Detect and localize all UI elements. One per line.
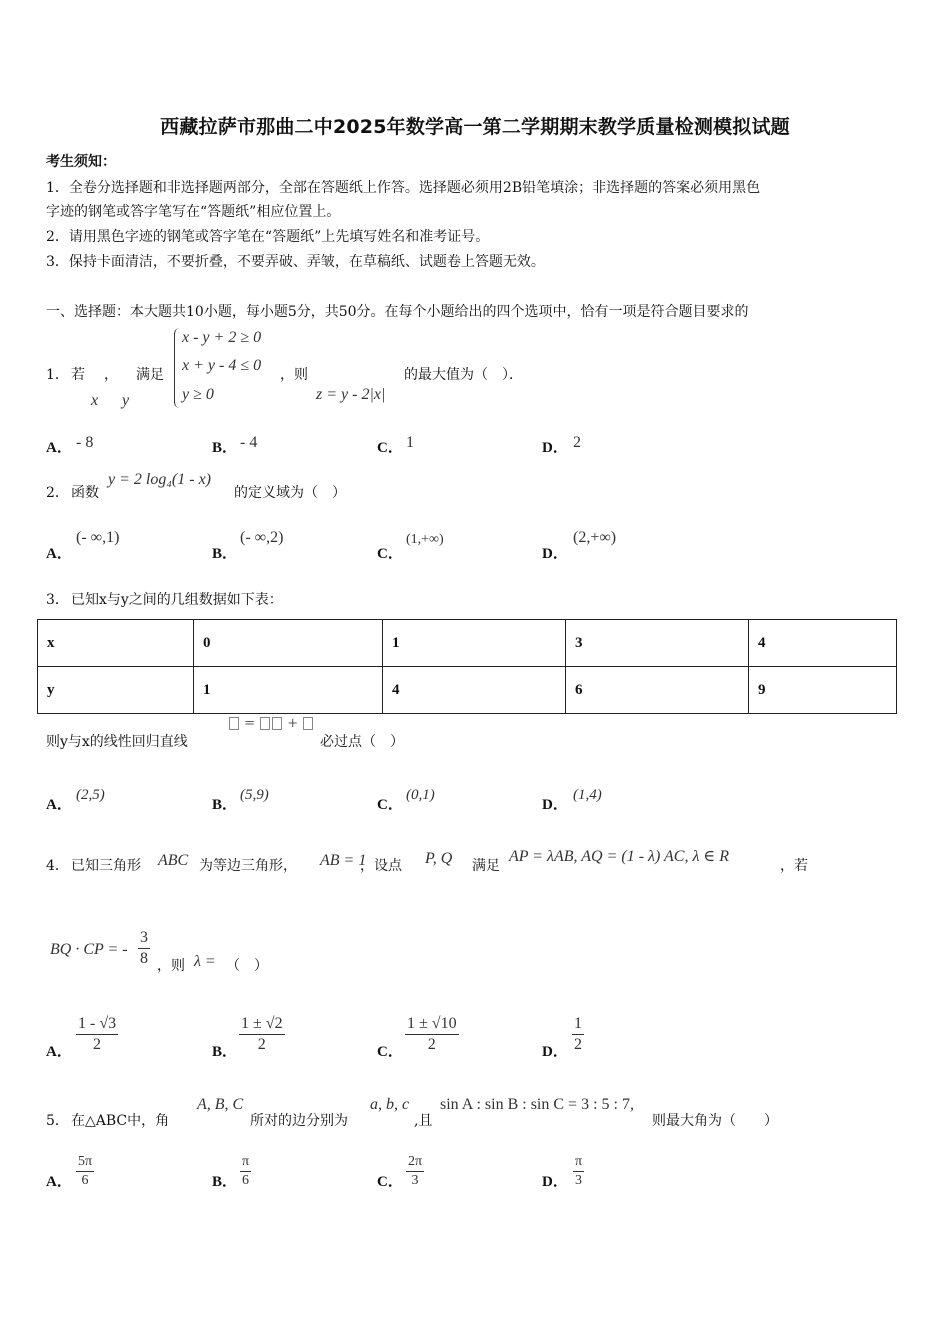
option-fraction: [572, 1015, 584, 1054]
option-value: (- ∞,2): [240, 529, 284, 546]
option-fraction: [239, 1015, 285, 1054]
q5-math: A, B, C: [197, 1096, 244, 1113]
q1-objective: z = y - 2|x|: [316, 386, 386, 403]
option-label: C．: [377, 440, 403, 456]
option-label: B．: [212, 797, 238, 813]
q5-text: ,且: [414, 1113, 433, 1129]
q5-ratio: sin A : sin B : sin C = 3 : 5 : 7,: [440, 1096, 634, 1113]
table-cell: 0: [194, 620, 383, 667]
fraction-denominator: 6: [81, 1173, 89, 1188]
q1-text: 若: [71, 367, 85, 383]
q4-text: ，若: [780, 858, 808, 874]
option-fraction: [573, 1154, 584, 1189]
table-row: [38, 667, 897, 714]
q1-var-y: y: [122, 392, 130, 409]
q2-function: y = 2 log₄(1 - x): [108, 471, 211, 488]
option-label: A．: [46, 1174, 72, 1190]
option-label: D．: [542, 440, 568, 456]
option-fraction: [76, 1154, 94, 1189]
table-cell: 6: [566, 667, 749, 714]
fraction-denominator: 2: [427, 1036, 436, 1053]
q1-var-x: x: [91, 392, 99, 409]
option-label: B．: [212, 1174, 238, 1190]
q5-text: 在△ABC中，角: [71, 1113, 170, 1129]
option-value: 2: [573, 434, 581, 451]
data-table: [37, 619, 897, 714]
page-title: 西藏拉萨市那曲二中2025年数学高一第二学期期末教学质量检测模拟试题: [160, 116, 790, 138]
option-label: A．: [46, 440, 72, 456]
q1-text: 满足: [136, 367, 164, 383]
option-label: C．: [377, 1174, 403, 1190]
option-label: D．: [542, 797, 568, 813]
option-value: (1,+∞): [406, 532, 444, 547]
option-fraction: [405, 1015, 459, 1054]
option-label: D．: [542, 1174, 568, 1190]
option-label: A．: [46, 797, 72, 813]
fraction-numerator: 1 ± √2: [239, 1015, 285, 1035]
q1-text: ，: [104, 367, 118, 383]
q4-dot-product: BQ · CP = -: [50, 941, 128, 958]
fraction-denominator: 3: [411, 1173, 419, 1188]
q1-text: ，则: [280, 367, 308, 383]
fraction-denominator: 2: [574, 1036, 582, 1053]
question-number: 4．: [46, 858, 69, 874]
q1-constraint: x - y + 2 ≥ 0: [182, 329, 262, 346]
option-label: A．: [46, 546, 72, 562]
q4-text: ，则: [157, 958, 185, 974]
q1-constraint: x + y - 4 ≤ 0: [182, 357, 262, 374]
table-cell: 4: [749, 620, 897, 667]
option-fraction: [406, 1154, 424, 1189]
option-value: (1,4): [573, 787, 602, 803]
option-value: 1: [406, 434, 414, 451]
fraction-denominator: 8: [140, 950, 148, 967]
q4-text: （ ）: [226, 958, 268, 974]
option-fraction: [240, 1154, 251, 1189]
option-value: (0,1): [406, 787, 435, 803]
fraction-numerator: 2π: [406, 1154, 424, 1172]
table-cell: y: [38, 667, 194, 714]
fraction-numerator: π: [240, 1154, 251, 1172]
option-label: A．: [46, 1044, 72, 1060]
table-cell: 1: [383, 620, 566, 667]
q5-text: 则最大角为（ ）: [652, 1113, 778, 1129]
q4-text: ，设点: [360, 858, 402, 874]
question-number: 1．: [46, 367, 69, 383]
question-number: 5．: [46, 1113, 69, 1129]
q4-text: 满足: [472, 858, 500, 874]
table-cell: x: [38, 620, 194, 667]
option-label: B．: [212, 546, 238, 562]
q4-text: 为等边三角形，: [199, 858, 297, 874]
table-row: [38, 620, 897, 667]
fraction-numerator: π: [573, 1154, 584, 1172]
section-heading: 一、选择题：本大题共10小题，每小题5分，共50分。在每个小题给出的四个选项中，恰有一项是符合题目要求的: [46, 304, 749, 320]
option-label: C．: [377, 797, 403, 813]
q3-text: 必过点（ ）: [320, 734, 404, 750]
option-value: - 8: [76, 434, 94, 451]
option-value: - 4: [240, 434, 258, 451]
fraction-denominator: 2: [257, 1036, 266, 1053]
q4-math: ABC: [158, 852, 189, 869]
table-cell: 4: [383, 667, 566, 714]
fraction-numerator: 1 - √3: [76, 1015, 118, 1035]
notice-item-2: 2．请用黑色字迹的钢笔或答字笔在“答题纸”上先填写姓名和准考证号。: [46, 229, 490, 245]
q1-text: 的最大值为（ ）．: [404, 367, 523, 383]
fraction-denominator: 6: [242, 1173, 250, 1188]
q4-math: AB = 1: [320, 852, 367, 869]
option-label: D．: [542, 546, 568, 562]
q4-fraction: [138, 929, 150, 968]
option-label: C．: [377, 546, 403, 562]
q4-math: P, Q: [425, 850, 453, 867]
fraction-denominator: 3: [575, 1173, 583, 1188]
option-fraction: [76, 1015, 118, 1054]
option-label: B．: [212, 440, 238, 456]
fraction-numerator: 1 ± √10: [405, 1015, 459, 1035]
fraction-numerator: 1: [572, 1015, 584, 1035]
q5-math: a, b, c: [370, 1096, 410, 1113]
q4-condition: AP = λAB, AQ = (1 - λ) AC, λ ∈ R: [509, 848, 729, 865]
table-cell: 1: [194, 667, 383, 714]
table-cell: 9: [749, 667, 897, 714]
q2-text: 的定义域为（ ）: [234, 485, 346, 501]
q4-text: 已知三角形: [71, 858, 141, 874]
q4-math: λ =: [194, 953, 216, 970]
question-number: 3．: [46, 592, 69, 608]
notice-heading: 考生须知：: [46, 154, 116, 170]
option-value: (- ∞,1): [76, 529, 120, 546]
table-cell: 3: [566, 620, 749, 667]
q2-text: 函数: [71, 485, 99, 501]
fraction-numerator: 5π: [76, 1154, 94, 1172]
option-value: (2,5): [76, 787, 105, 803]
q3-text: 已知x与y之间的几组数据如下表：: [71, 592, 283, 608]
q1-constraint: y ≥ 0: [182, 386, 214, 403]
question-number: 2．: [46, 485, 69, 501]
regression-equation-image: = +: [228, 716, 314, 731]
notice-item-3: 3．保持卡面清洁，不要折叠，不要弄破、弄皱，在草稿纸、试题卷上答题无效。: [46, 254, 545, 270]
option-label: C．: [377, 1044, 403, 1060]
option-value: (5,9): [240, 787, 269, 803]
fraction-denominator: 2: [93, 1036, 102, 1053]
fraction-numerator: 3: [138, 929, 150, 949]
notice-item-1-cont: 字迹的钢笔或答字笔写在“答题纸”相应位置上。: [46, 204, 341, 220]
option-label: B．: [212, 1044, 238, 1060]
notice-item-1: 1．全卷分选择题和非选择题两部分，全部在答题纸上作答。选择题必须用2B铅笔填涂；非选择题的答案必须用黑色: [46, 180, 761, 196]
option-label: D．: [542, 1044, 568, 1060]
option-value: (2,+∞): [573, 529, 617, 546]
q5-text: 所对的边分别为: [250, 1113, 348, 1129]
q3-text: 则y与x的线性回归直线: [46, 734, 188, 750]
